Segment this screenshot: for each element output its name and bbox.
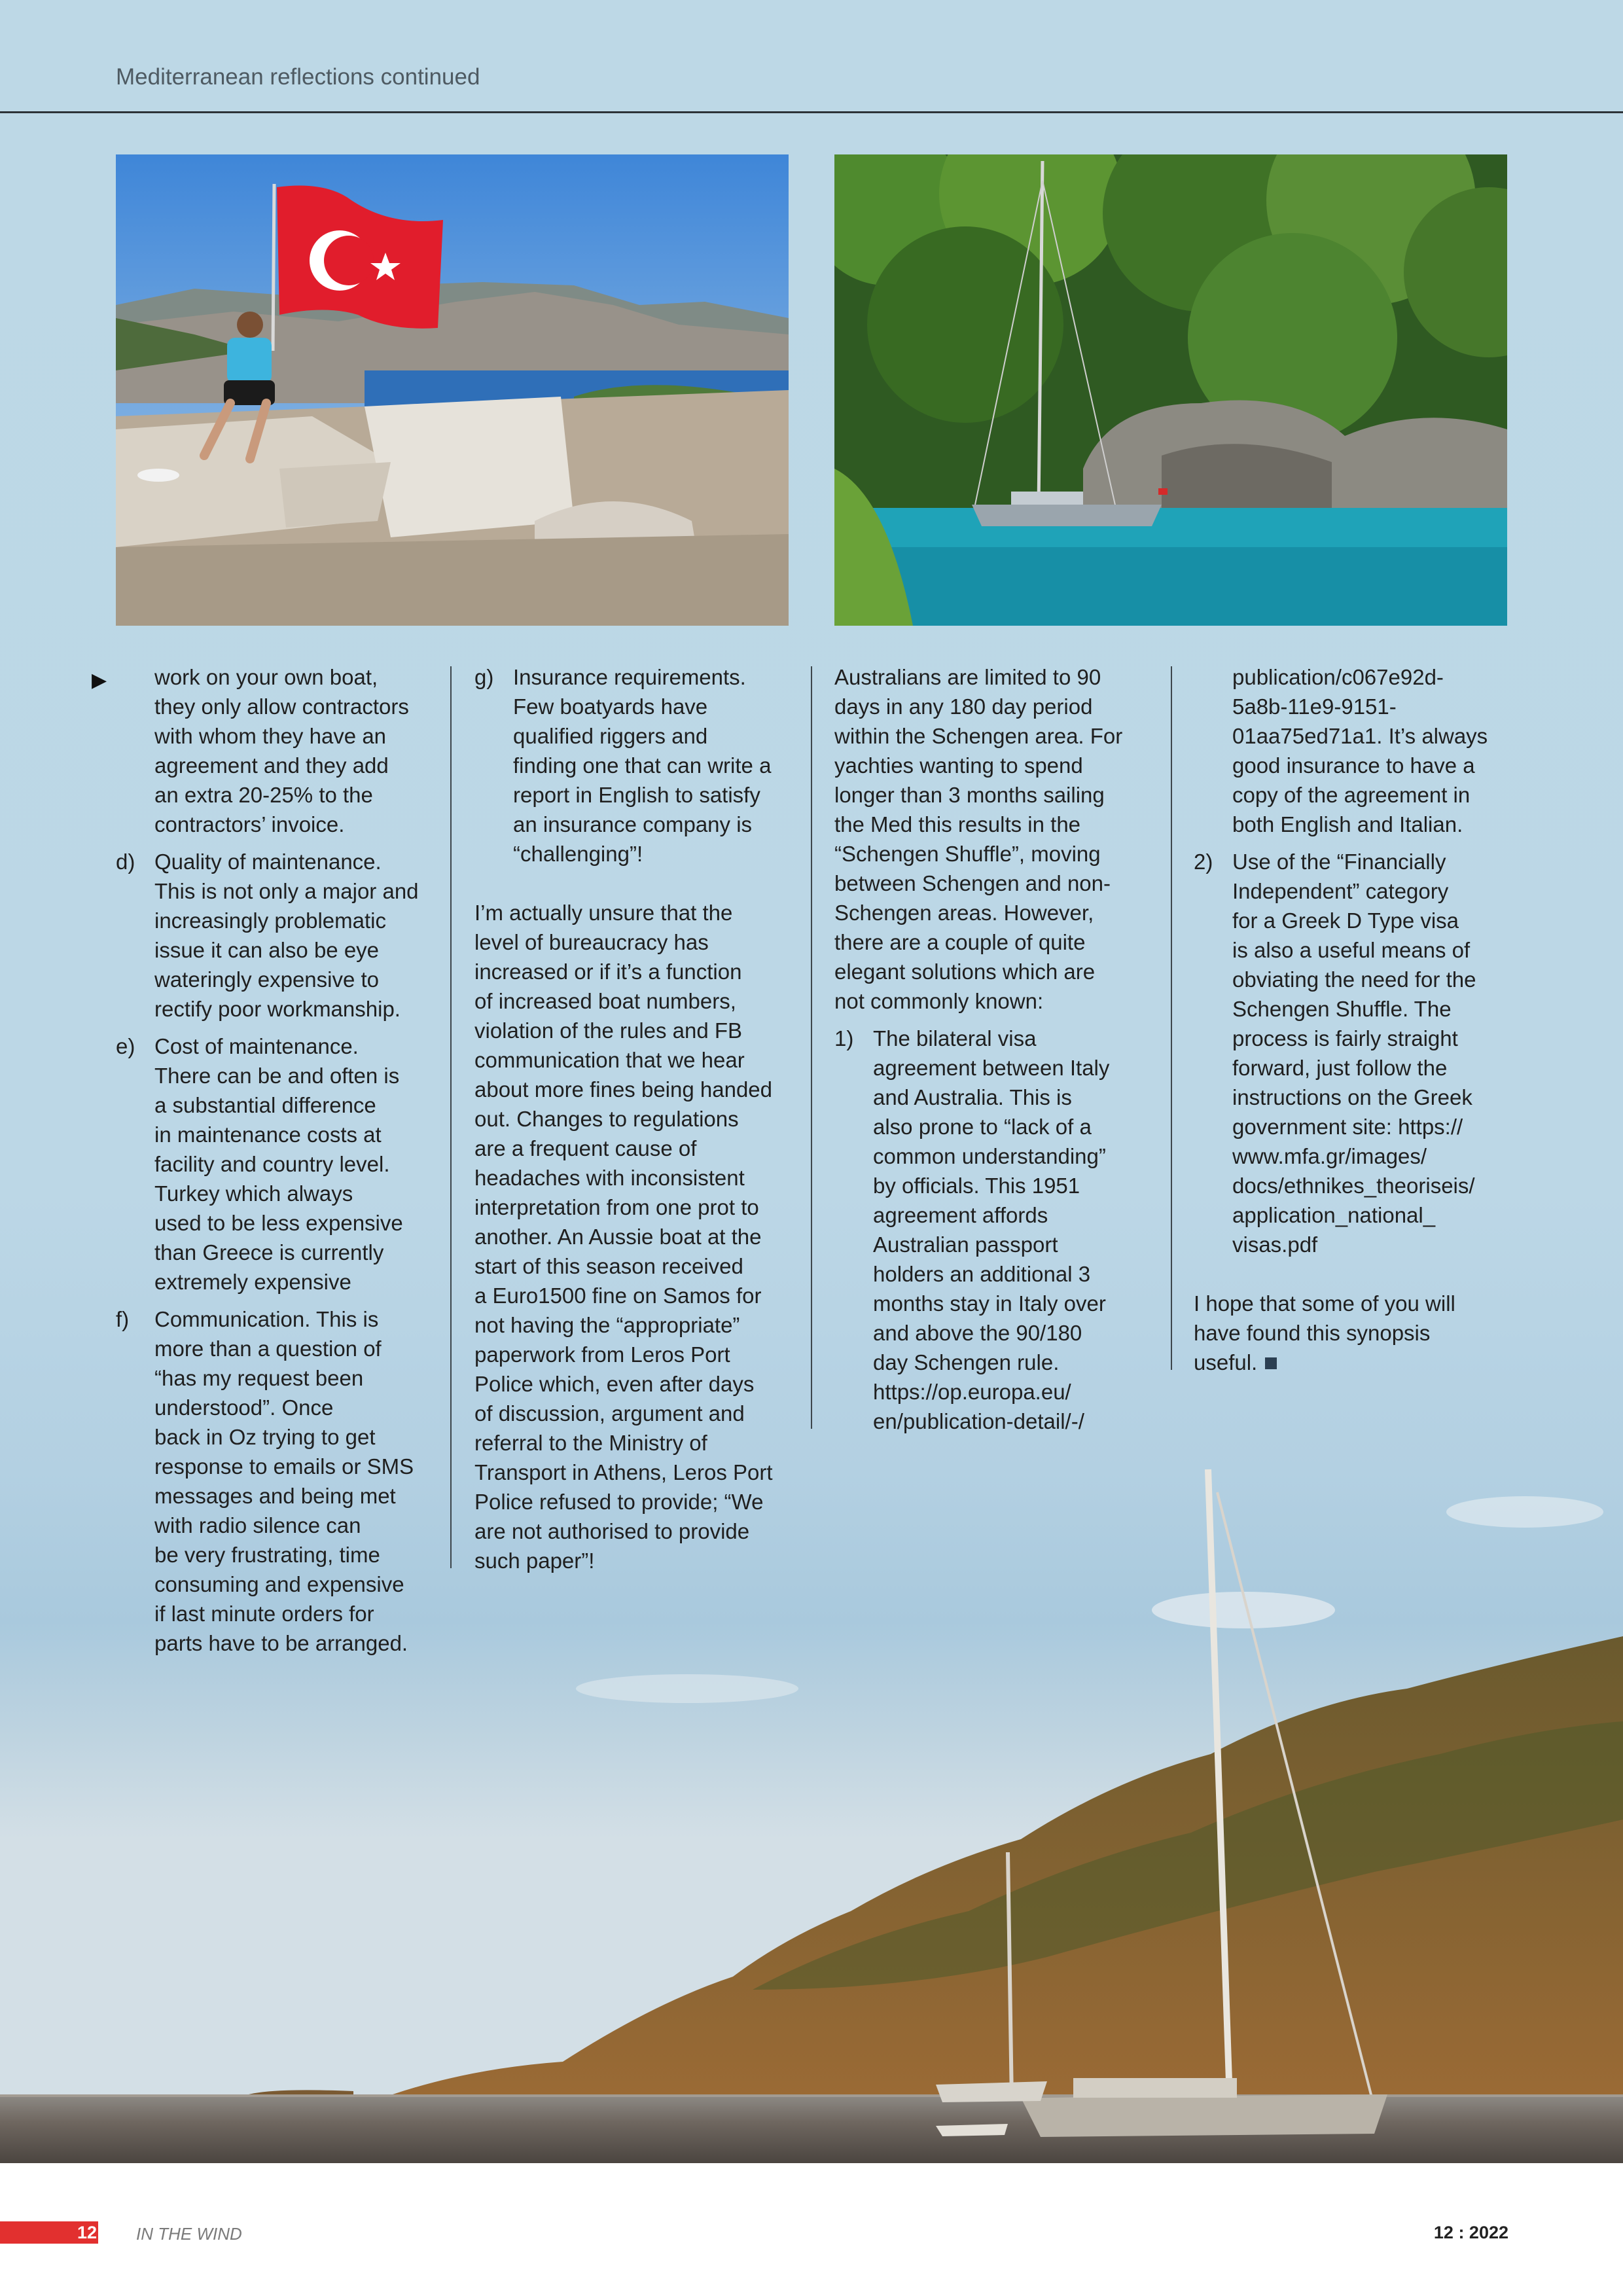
- continued-text: work on your own boat, they only allow contractors with whom they have an agreement and they add an extra 20-25% to the contractors’ invoice.: [154, 665, 409, 836]
- article-column-3: [834, 662, 1160, 1436]
- list-item-text: The bilateral visa agreement between Italy and Australia. This is also prone to “lack of a common understanding” by officials. This 1951 agreement affords Australian passport holders an additional 3 months stay in Italy over and above the 90/180 day Schengen rule. https://op.europa.eu/ en/publication-detail/-/: [873, 1026, 1110, 1433]
- header-rule: [0, 111, 1623, 113]
- play-arrow-icon: ▶: [92, 670, 107, 691]
- paragraph-gap: [474, 869, 800, 898]
- list-label: 1): [834, 1026, 854, 1050]
- photo-yacht-anchored-cove: [834, 154, 1507, 626]
- photo-yachts-at-sunset: [0, 1414, 1623, 2163]
- list-item-text: Communication. This is more than a question of “has my request been understood”. Once back in Oz trying to get response to emails or SMS messages and being met with radio silence can be very frustrating, time consuming and expensive if last minute orders for parts have to be arranged.: [154, 1307, 414, 1655]
- body-paragraph: I’m actually unsure that the level of bureaucracy has increased or if it’s a function of increased boat numbers, violation of the rules and FB communication that we hear about more fines being handed out. Changes to regulations are a frequent cause of headaches with inconsistent interpretation from one prot to another. An Aussie boat at the start of this season received a Euro1500 fine on Samos for not having the “appropriate” paperwork from Leros Port Police which, even after days of discussion, argument and referral to the Ministry of Transport in Athens, Leros Port Police refused to provide; “We are not authorised to provide such paper”!: [474, 901, 773, 1573]
- page-number: 12: [77, 2223, 98, 2242]
- list-item-text: Quality of maintenance. This is not only a major and increasingly problematic issue it can also be eye wateringly expensive to rectify poor workmanship.: [154, 850, 419, 1021]
- list-label: 2): [1194, 850, 1213, 874]
- running-head: Mediterranean reflections continued: [116, 64, 480, 90]
- paragraph-gap: [834, 1016, 1160, 1024]
- article-column-4: [1194, 662, 1520, 1377]
- list-item: [116, 662, 442, 839]
- list-label: d): [116, 850, 135, 874]
- list-item: [116, 847, 442, 1024]
- closing-text: I hope that some of you will have found this synopsis useful.: [1194, 1291, 1455, 1374]
- list-item: [116, 1031, 442, 1297]
- magazine-name: IN THE WIND: [136, 2224, 242, 2244]
- list-item: [1194, 662, 1520, 839]
- photo-turkish-flag-ruins: [116, 154, 789, 626]
- list-item: [834, 1024, 1160, 1436]
- list-item: [1194, 847, 1520, 1259]
- list-item-text: Cost of maintenance. There can be and often is a substantial difference in maintenance costs at facility and country level. Turkey which always used to be less expensive than Greece is currently extremely expensive: [154, 1034, 403, 1294]
- list-label: e): [116, 1034, 135, 1058]
- closing-paragraph: [1194, 1289, 1520, 1377]
- column-divider: [1171, 666, 1172, 1370]
- list-label: g): [474, 665, 494, 689]
- list-label: f): [116, 1307, 130, 1331]
- list-item-text: Use of the “Financially Independent” category for a Greek D Type visa is also a useful means of obviating the need for the Schengen Shuffle. The process is fairly straight forward, just follow the instructions on the Greek government site: https:// www.mfa.gr/images/ docs/ethnikes_theoriseis/ application_national_ visas.pdf: [1232, 850, 1476, 1257]
- column-divider: [811, 666, 812, 1429]
- issue-date: 12 : 2022: [1433, 2223, 1508, 2242]
- paragraph-gap: [1194, 1259, 1520, 1289]
- body-paragraph: Australians are limited to 90 days in any 180 day period within the Schengen area. For yachties wanting to spend longer than 3 months sailing the Med this results in the “Schengen Shuffle”, moving between Schengen and non- Schengen areas. However, there are a couple of quite elegant solutions which are not commonly known:: [834, 665, 1123, 1013]
- list-item-text: Insurance requirements. Few boatyards have qualified riggers and finding one that can write a report in English to satisfy an insurance company is “challenging”!: [513, 665, 772, 866]
- continued-text: publication/c067e92d- 5a8b-11e9-9151- 01aa75ed71a1. It’s always good insurance to have a copy of the agreement in both English and Italian.: [1232, 665, 1488, 836]
- list-item: [474, 662, 800, 869]
- end-square-icon: [1265, 1357, 1277, 1369]
